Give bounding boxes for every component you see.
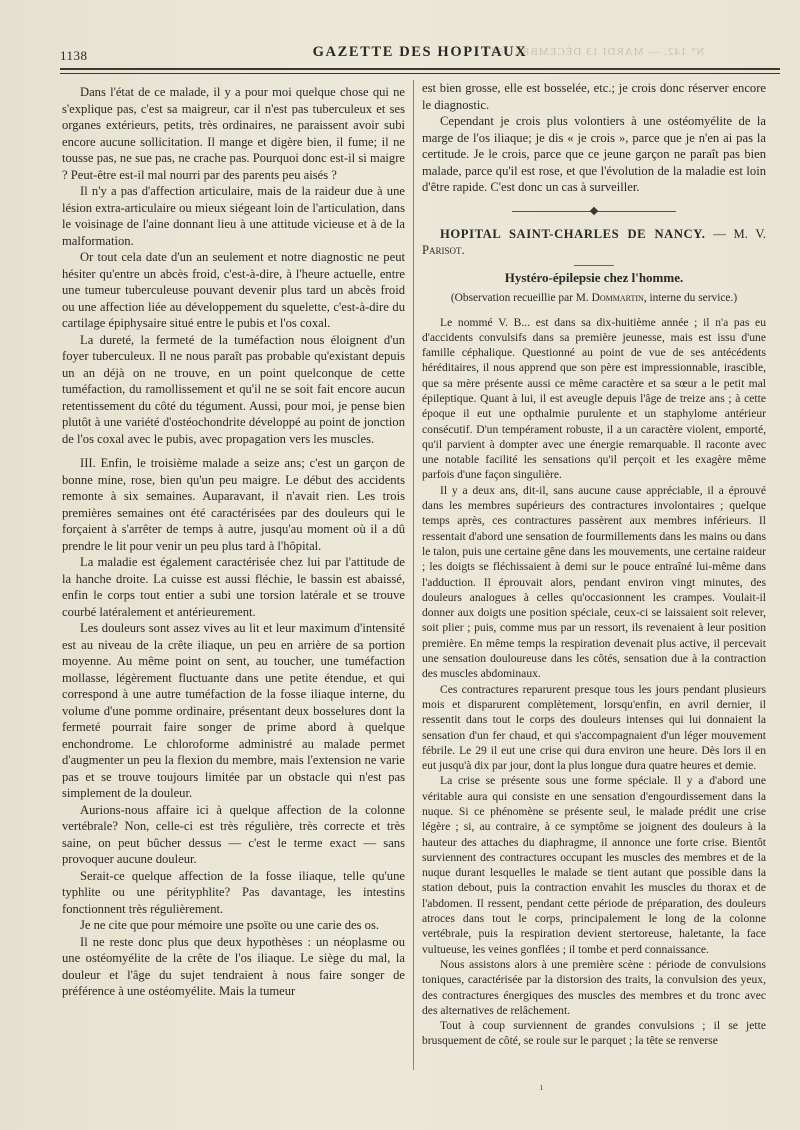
left-paragraph: Il ne reste donc plus que deux hypothèses : un néoplasme ou une ostéomyélite de la crête de l'os iliaque. Le siège du mal, la douleur et l'âge du sujet tendraient à nous faire songer de préférence à une ostéomyélite. Mais la tumeur	[62, 934, 405, 998]
case-paragraph: La crise se présente sous une forme spéciale. Il y a d'abord une véritable aura qui consiste en une sensation d'engourdissement dans la nuque. Si ce phénomène se présente seul, le malade prédit une crise légère ; si, au contraire, à ce symptôme se joignent des douleurs à la hauteur des attaches du diaphragme, il annonce une forte crise. Bientôt surviennent des contractures occupant les muscles des membres et de la nuque durant lesquelles le malade se tient autant que possible dans la station debout, puis la contraction envahit les muscles du thorax et de l'abdomen. Il ressent, pendant cette période de préparation, des douleurs atroces dans tout le corps, principalement le long de la colonne vertébrale, puis la respiration devient stertoreuse, haletante, la face vultueuse, les veines gonflées ; il tombe et perd connaissance.	[422, 774, 766, 956]
case-body	[422, 315, 766, 1049]
left-paragraph: Dans l'état de ce malade, il y a pour moi quelque chose qui ne s'explique pas, c'est sa maigreur, car il n'est pas tuberculeux et ses organes extérieurs, petits, très ordinaires, ne paraissent avoir subi encore aucune sollicitation. Il mange et digère bien, il fume; il ne tousse pas, ne sue pas, ne crache pas. Pourquoi donc est-il si maigre ? Peut-être est-il mal nourri par des parents peu aisés ?	[62, 85, 405, 182]
case-paragraph: Le nommé V. B... est dans sa dix-huitième année ; il n'a pas eu d'accidents convulsifs dans sa première jeunesse, mais est issu d'une famille céphalique. Questionné au point de vue de ses antécédents héréditaires, il nous apprend que son père est impressionnable, irascible, que sa mère présente aussi ce même caractère et sa sœur a le petit mal épileptique. Quant à lui, il est aveugle depuis l'âge de treize ans ; à cette époque il eut une opthalmie purulente et un staphylome antérieur consécutif. D'un tempérament robuste, il a un caractère violent, emporté, qu'il parvient à dompter avec une énergie remarquable. Il raconte avec une notable facilité les sensations qu'il perçoit et les exagère même parfois d'une façon singulière.	[422, 315, 766, 482]
right-column	[422, 80, 766, 1049]
left-paragraph: Serait-ce quelque affection de la fosse iliaque, telle qu'une typhlite ou une pérityphlite? Pas davantage, les intestins fonctionnent très régulièrement.	[62, 868, 405, 916]
observation-name: Dommartin	[591, 292, 644, 304]
case-paragraph: Nous assistons alors à une première scène : période de convulsions toniques, caractérisée par la distorsion des traits, la convulsion des yeux, des contractures énergiques des muscles des membres et du tronc avec des alternatives de relâchement.	[422, 957, 766, 1017]
bottom-mark: ı	[540, 1082, 543, 1093]
hospital-name: HOPITAL SAINT-CHARLES DE NANCY.	[440, 226, 706, 241]
header-rule-thin	[60, 73, 780, 74]
observation-note	[422, 290, 766, 307]
column-divider	[413, 80, 414, 1070]
observation-suffix: , interne du service.)	[643, 292, 738, 304]
left-paragraph: La dureté, la fermeté de la tuméfaction nous éloignent d'un foyer tuberculeux. Il ne nous paraît pas probable qu'existant depuis un an déjà on ne trouve, en un point quelconque de cette tuméfaction, du ramollissement et qu'il ne se soit fait encore aucun retentissement du côté du tégument. Aussi, pour moi, je pense bien plutôt à une variété d'ostéochondrite développé au point de jonction de l'os coxal avec le pubis, avec propagation vers les muscles.	[62, 332, 405, 446]
right-paragraph: Cependant je crois plus volontiers à une ostéomyélite de la marge de l'os iliaque; je dis « je crois », parce que je n'en ai pas la certitude. Je le crois, parce que ce jeune garçon ne paraît pas bien malade, parce qu'il est rose, et que l'évolution de la maladie est loin d'être rapide. C'est donc un cas à surveiller.	[422, 114, 766, 194]
hospital-author: — M. V. Parisot.	[422, 226, 766, 257]
mini-rule	[574, 265, 614, 266]
left-paragraph: Je ne cite que pour mémoire une psoïte ou une carie des os.	[80, 918, 380, 932]
case-paragraph: Il y a deux ans, dit-il, sans aucune cause appréciable, il a éprouvé dans les membres supérieurs des contractures involontaires ; quelque temps après, ces contractures passèrent aux membres inférieurs. Il ressentait d'abord une sensation de fourmillements dans les mains ou dans le talon, puis une certaine gêne dans les mouvements, une certaine raideur ; les doigts se fléchissaient à demi sur le pouce entraîné lui-même dans l'adduction. Il éprouvait alors, pendant environ vingt minutes, des douleurs analogues à celles qu'occasionnent les crampes. Voulait-il donner aux doigts une position spéciale, ceux-ci se laissaient soit relever, soit plier ; puis, comme mus par un ressort, ils revenaient à leur position première. En même temps la respiration devenait plus active, il percevait une sensation douloureuse dans les côtés, sensation due à la contraction des muscles abdominaux.	[422, 483, 766, 681]
left-paragraph: Les douleurs sont assez vives au lit et leur maximum d'intensité est au niveau de la crête iliaque, un peu en arrière de sa portion moyenne. Au même point on sent, au toucher, une tuméfaction mollasse, légèrement fluctuante dans une petite étendue, et qui correspond à une autre tuméfaction de la fosse iliaque interne, du volume d'une pomme ordinaire, présentant deux bosselures dont la fermeté pourrait faire songer de prime abord à quelque enchondrome. Le chloroforme administré au malade permet d'augmenter un peu la flexion du membre, mais l'extension ne varie pas et se trouve toujours limitée par un obstacle qui n'est pas simplement de la douleur.	[62, 621, 405, 800]
case-title: Hystéro-épilepsie chez l'homme.	[504, 269, 684, 285]
case-paragraph: Ces contractures reparurent presque tous les jours pendant plusieurs mois et disparurent complètement, lorsqu'enfin, en avril dernier, il ressentit dans tout le corps des douleurs intenses qui lui donnaient la sensation d'un fer chaud, et qui s'accompagnaient d'un léger mouvement fébrile. Le 29 il eut une crise qui dura environ une heure. Dès lors il en eut jusqu'à dix par jour, dont la plus longue dura quatre heures et demie.	[422, 682, 766, 773]
left-paragraph: La maladie est également caractérisée chez lui par l'attitude de la hanche droite. La cuisse est aussi fléchie, le bassin est abaissé, enfin le corps tout entier a subi une torsion latérale et se trouve courbé latéralement et antérieurement.	[62, 555, 405, 619]
left-paragraph: Il n'y a pas d'affection articulaire, mais de la raideur due à une lésion extra-articulaire ou mieux siégeant loin de l'articulation, dans le voisinage de l'aine donnant lieu à une attitude vicieuse et à de la malformation.	[62, 184, 405, 248]
left-column	[62, 84, 405, 1000]
page-number: 1138	[60, 48, 88, 63]
case-paragraph: Tout à coup surviennent de grandes convulsions ; il se jette brusquement de côté, se roule sur le parquet ; la tête se renverse	[422, 1019, 766, 1048]
bleed-through-text: N° 142. — MARDI 13 DÉCEMBRE 1887.	[480, 46, 705, 58]
page-header	[60, 44, 780, 66]
left-paragraph: III. Enfin, le troisième malade a seize ans; c'est un garçon de bonne mine, rose, bien qu'un peu maigre. Le début des accidents remonte à six semaines. Auparavant, il n'avait rien. Les trois premières semaines ont été caractérisées par des douleurs qui le forçaient à s'arrêter de temps à autre, jusqu'au moment où il a dû prendre le lit pour venir un peu plus tard à l'hôpital.	[62, 456, 405, 553]
left-paragraph: Aurions-nous affaire ici à quelque affection de la colonne vertébrale? Non, celle-ci est très régulière, très correcte et très saine, on peut bûcher dessus — c'est le terme exact — sans provoquer aucune douleur.	[62, 802, 405, 866]
observation-prefix: (Observation recueillie par M.	[450, 292, 592, 304]
section-separator	[422, 206, 766, 216]
diamond-ornament-icon	[590, 206, 598, 214]
journal-title: GAZETTE DES HOPITAUX	[312, 44, 528, 60]
header-rule-thick	[60, 68, 780, 70]
left-paragraph: Or tout cela date d'un an seulement et notre diagnostic ne peut hésiter qu'entre un abcès froid, c'est-à-dire, à l'heure actuelle, entre une tumeur tuberculeuse pouvant devenir plus tard un abcès froid ou une affection liée au développement du squelette, c'est-à-dire du cartilage épiphysaire situé entre le pubis et l'os coxal.	[62, 250, 405, 330]
hospital-heading	[422, 226, 766, 259]
right-paragraph: est bien grosse, elle est bosselée, etc.; je crois donc réserver encore le diagnostic.	[422, 81, 766, 112]
